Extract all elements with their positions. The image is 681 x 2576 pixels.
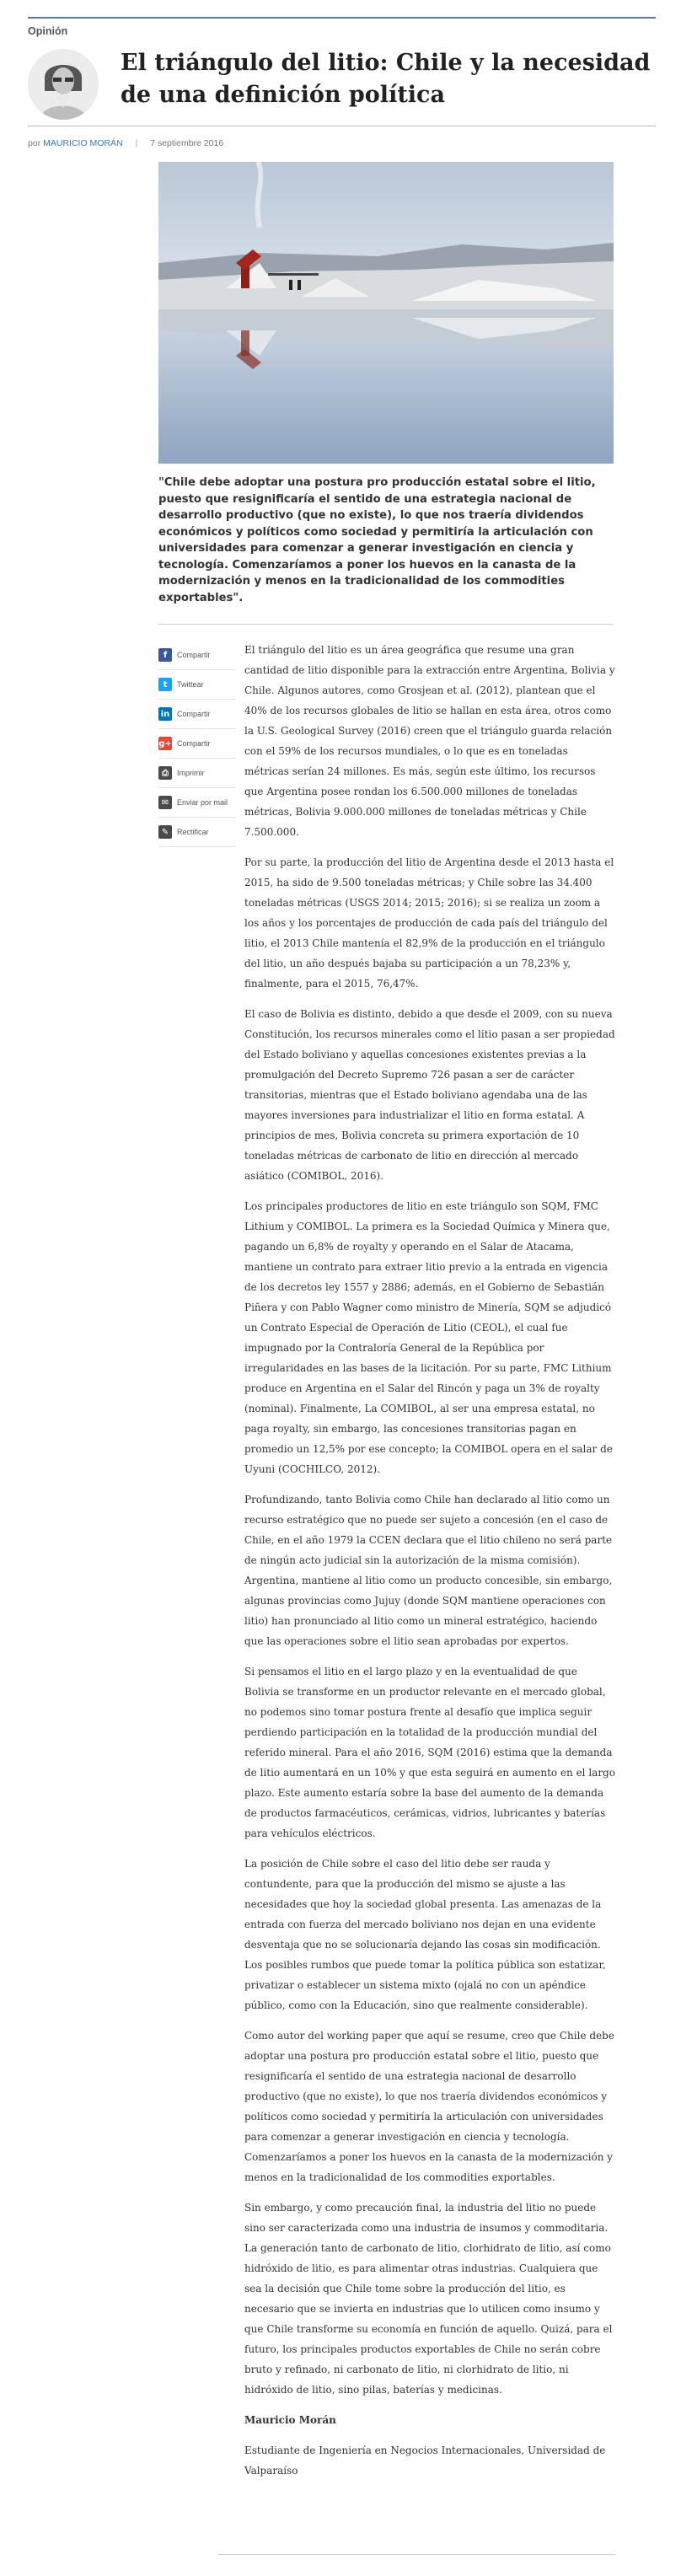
share-label: Compartir [177,710,211,718]
linkedin-icon: in [158,707,172,721]
author-link[interactable]: MAURICIO MORÁN [43,138,123,148]
paragraph-list [244,640,615,2400]
body-paragraph: Por su parte, la producción del litio de Argentina desde el 2013 hasta el 2015, ha sido de 9.500 toneladas métricas; y Chile sobre las 34.400 toneladas métricas (USGS 2014; 2015; 2016); si se realiza un zoom a los años y los porcentajes de producción de cada país del triángulo del litio, el 2013 Chile mantenía el 82,9% de la producción en el triángulo del litio, un año después bajaba su participación a un 78,23% y, finalmente, para el 2015, 76,47%. [244,856,614,990]
body-paragraph: El triángulo del litio es un área geográfica que resume una gran cantidad de litio disponible para la extracción entre Argentina, Bolivia y Chile. Algunos autores, como Grosjean et al. (2012), plantean que el 40% de los recursos globales de litio se hallan en esta área, otros como la U.S. Geological Survey (2016) creen que el triángulo guarda relación con el 59% de los recursos mundiales, o lo que es en toneladas métricas serían 24 millones. Es más, según este último, los recursos que Argentina posee rondan los 6.500.000 millones de toneladas métricas, Bolivia 9.000.000 millones de toneladas métricas y Chile 7.500.000. [244,644,615,838]
share-label: Twittear [177,680,204,689]
share-toolbar [158,641,236,847]
top-rule [28,17,656,19]
share-button-linkedin[interactable] [158,700,236,729]
article-title: El triángulo del litio: Chile y la necesidad de una definición política [121,50,651,108]
google-plus-icon: g+ [158,737,172,750]
article-body [244,640,615,2491]
pull-quote: "Chile debe adoptar una postura pro producción estatal sobre el litio, puesto que resignificaría el sentido de una estrategia nacional de desarrollo productivo (que no existe), lo que nos traería dividendos económicos y políticos como sociedad y permitiría la articulación con universidades para comenzar a generar investigación en ciencia y tecnología. Comenzaríamos a poner los huevos en la canasta de la modernización y menos en la tradicionalidad de los commodities exportables". [158,476,596,604]
mail-icon: ✉ [158,796,172,809]
body-paragraph: Como autor del working paper que aquí se resume, creo que Chile debe adoptar una postura pro producción estatal sobre el litio, puesto que resignificaría el sentido de una estrategia nacional de desarrollo productivo (que no existe), lo que nos traería dividendos económicos y políticos como sociedad y permitiría la articulación con universidades para comenzar a generar investigación en ciencia y tecnología. Comenzaríamos a poner los huevos en la canasta de la modernización y menos en la tradicionalidad de los commodities exportables. [244,2030,614,2183]
body-paragraph: El caso de Bolivia es distinto, debido a que desde el 2009, con su nueva Constitución, los recursos minerales como el litio pasan a ser propiedad del Estado boliviano y aquellas concesiones existentes previas a la promulgación del Decreto Supremo 726 pasan a ser de carácter transitorias, mientras que el Estado boliviano agendaba una de las mayores inversiones para industrializar el litio en forma estatal. A principios de mes, Bolivia concreta su primera exportación de 10 toneladas métricas de carbonato de litio en dirección al mercado asiático (COMIBOL, 2016). [244,1008,615,1182]
signature-role: Estudiante de Ingeniería en Negocios Internacionales, Universidad de Valparaíso [244,2445,606,2477]
share-label: Compartir [177,651,211,659]
footer-divider [217,2554,615,2555]
body-paragraph: Profundizando, tanto Bolivia como Chile han declarado al litio como un recurso estratégico que no puede ser sujeto a concesión (en el caso de Chile, en el año 1979 la CCEN declara que el litio chileno no será parte de ningún acto judicial sin la autorización de la misma comisión). Argentina, mantiene al litio como un producto concesible, sin embargo, algunas provincias como Jujuy (donde SQM mantiene operaciones con litio) han pronunciado al litio como un mineral estratégico, haciendo que las operaciones sobre el litio sean aprobadas por expertos. [244,1494,613,1647]
body-paragraph: Si pensamos el litio en el largo plazo y en la eventualidad de que Bolivia se transforme en un productor relevante en el mercado global, no podemos sino tomar postura frente al desafío que implica seguir perdiendo participación en la totalidad de la producción mundial del referido mineral. Para el año 2016, SQM (2016) estima que la demanda de litio aumentará en un 10% y que esta seguirá en aumento en el largo plazo. Este aumento estaría sobre la base del aumento de la demanda de productos farmacéuticos, cerámicas, vidrios, lubricantes y baterías para vehículos eléctricos. [244,1666,615,1839]
facebook-icon: f [158,648,172,662]
share-button-print[interactable] [158,759,236,788]
signature-name: Mauricio Morán [244,2414,336,2426]
byline-prefix: por [28,138,41,148]
body-paragraph: La posición de Chile sobre el caso del litio debe ser rauda y contundente, para que la producción del mismo se ajuste a las necesidades que hoy la sociedad global presenta. Las amenazas de la entrada con fuerza del mercado boliviano nos dejan en una evidente desventaja que no se solucionaría dejando las cosas sin modificación. Los posibles rumbos que puede tomar la política pública son estatizar, privatizar o establecer un sistema mixto (ojalá no con un apéndice público, como con la Educación, sino que realmente considerable). [244,1858,606,2011]
share-button-google-plus[interactable] [158,729,236,759]
share-button-pencil[interactable] [158,818,236,847]
publish-date: 7 septiembre 2016 [150,138,224,148]
share-button-facebook[interactable] [158,641,236,670]
pencil-icon: ✎ [158,825,172,839]
byline [28,138,223,148]
share-label: Imprimir [177,769,205,777]
article-photo [158,162,614,464]
body-paragraph: Sin embargo, y como precaución final, la industria del litio no puede sino ser caracterizada como una industria de insumos y commoditaria. La generación tanto de carbonato de litio, clorhidrato de litio, así como hidróxido de litio, es para alimentar otras industrias. Cualquiera que sea la decisión que Chile tome sobre la producción del litio, es necesario que se invierta en industrias que lo utilicen como insumo y que Chile transforme su economía en función de aquello. Quizá, para el futuro, los principales productos exportables de Chile no serán cobre bruto y refinado, ni carbonato de litio, ni clorhidrato de litio, ni hidróxido de litio, sino pilas, baterías y medicinas. [244,2202,613,2396]
twitter-icon: t [158,678,172,691]
byline-separator: | [135,138,138,148]
share-button-twitter[interactable] [158,670,236,700]
share-label: Enviar por mail [177,798,228,807]
section-label[interactable]: Opinión [28,25,68,37]
share-button-mail[interactable] [158,788,236,818]
share-label: Compartir [177,739,211,748]
share-label: Rectificar [177,828,209,836]
quote-divider [158,624,614,625]
body-paragraph: Los principales productores de litio en este triángulo son SQM, FMC Lithium y COMIBOL. La primera es la Sociedad Química y Minera que, pagando un 6,8% de royalty y operando en el Salar de Atacama, mantiene un contrato para extraer litio previo a la entrada en vigencia de los decretos ley 1557 y 2886; además, en el Gobierno de Sebastián Piñera y con Pablo Wagner como ministro de Minería, SQM se adjudicó un Contrato Especial de Operación de Litio (CEOL), el cual fue impugnado por la Contraloría General de la República por irregularidades en las bases de la licitación. Por su parte, FMC Lithium produce en Argentina en el Salar del Rincón y paga un 3% de royalty (nominal). Finalmente, La COMIBOL, al ser una empresa estatal, no paga royalty, sin embargo, las concesiones transitorias pagan en promedio un 12,5% por ese concepto; la COMIBOL opera en el salar de Uyuni (COCHILCO, 2012). [244,1200,613,1475]
author-avatar [28,49,99,120]
print-icon: ⎙ [158,766,172,780]
